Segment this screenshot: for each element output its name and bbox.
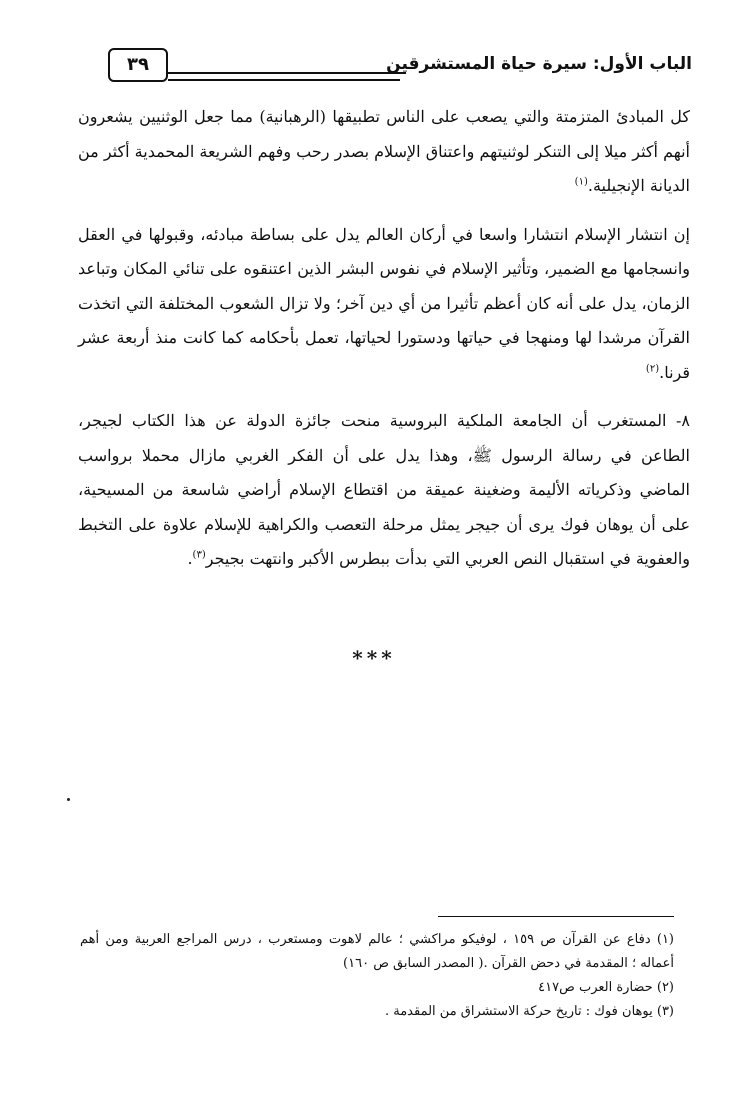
paragraph-1	[78, 100, 690, 204]
section-separator: ***	[352, 646, 396, 670]
paragraph-2	[78, 218, 690, 391]
footnote-reference: (١)	[574, 176, 588, 188]
paragraph-text: إن انتشار الإسلام انتشارا واسعا في أركان العالم يدل على بساطة مبادئه، وقبولها في العقل وانسجامها مع الضمير، وتأثير الإسلام في نفوس البشر الذين اعتنقوه على تنائي المكان وتباعد الزمان، يدل على أنه كان أعظم تأثيرا من أي دين آخر؛ ولا تزال الشعوب المختلفة التي اتخذت القرآن مرشدا لها ومنهجا في حياتها ودستورا لحياتها، تعمل بأحكامه كما كانت منذ أربعة عشر قرنا.	[78, 224, 690, 382]
header-rule	[168, 72, 406, 74]
footnote-3: (٣) يوهان فوك : تاريخ حركة الاستشراق من المقدمة .	[384, 1004, 674, 1019]
body-text	[78, 100, 690, 591]
footnotes	[80, 928, 674, 1024]
stray-mark	[67, 798, 70, 801]
page-number: ٣٩	[108, 48, 168, 82]
footnote-reference: (٣)	[192, 549, 206, 561]
footnote-1: (١) دفاع عن القرآن ص ١٥٩ ، لوفيكو مراكشي ؛ عالم لاهوت ومستعرب ، درس المراجع العربية ومن أهم أعماله ؛ المقدمة في دحض القرآن .( المصدر السابق ص ١٦٠)	[80, 932, 674, 971]
footnote-reference: (٢)	[645, 363, 660, 375]
paragraph-3	[78, 404, 690, 577]
footnote-rule	[438, 916, 674, 917]
chapter-title: الباب الأول: سيرة حياة المستشرقين	[386, 54, 692, 74]
paragraph-text: كل المبادئ المتزمتة والتي يصعب على الناس تطبيقها (الرهبانية) مما جعل الوثنيين يشعرون أنهم أكثر ميلا إلى التنكر لوثنيتهم واعتناق الإسلام بصدر رحب وفهم الشريعة المحمدية أكثر من الديانة الإنجيلية.	[78, 107, 690, 195]
running-header	[108, 48, 692, 88]
footnote-2: (٢) حضارة العرب ص٤١٧	[538, 980, 674, 995]
paragraph-text: ٨- المستغرب أن الجامعة الملكية البروسية منحت جائزة الدولة عن هذا الكتاب لجيجر، الطاعن في رسالة الرسول ﷺ، وهذا يدل على أن الفكر الغربي مازال محملا برواسب الماضي وذكرياته الأليمة وضغينة عميقة من اقتطاع الإسلام أراضي شاسعة من المسيحية، على أن يوهان فوك يرى أن جيجر يمثل مرحلة التعصب والكراهية للإسلام علاوة على التخبط والعفوية في استقبال النص العربي التي بدأت ببطرس الأكبر وانتهت بجيجر	[78, 411, 691, 568]
header-rule-double	[168, 79, 400, 81]
paragraph-tail: .	[187, 549, 193, 568]
